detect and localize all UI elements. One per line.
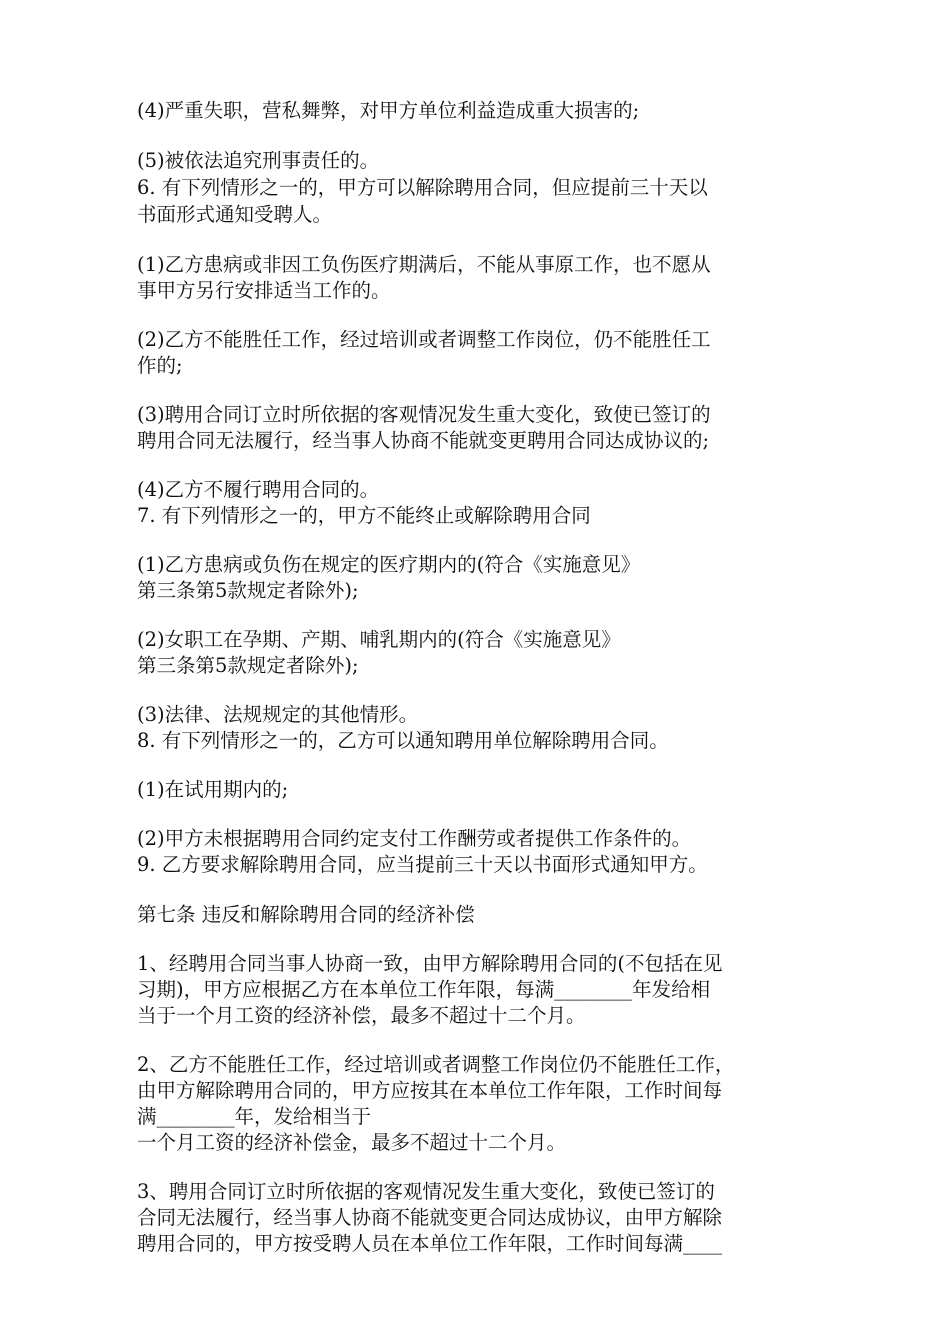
text-line: 7. 有下列情形之一的，甲方不能终止或解除聘用合同 [137,504,591,527]
text-line: (4)严重失职，营私舞弊，对甲方单位利益造成重大损害的; [137,99,640,122]
text-line: 2、乙方不能胜任工作，经过培训或者调整工作岗位仍不能胜任工作， [137,1053,735,1076]
text-line: (5)被依法追究刑事责任的。 [137,149,380,172]
text-line: (3)法律、法规规定的其他情形。 [137,703,419,726]
text-line: (2)女职工在孕期、产期、哺乳期内的(符合《实施意见》 [137,628,621,651]
text-line: 一个月工资的经济补偿金，最多不超过十二个月。 [137,1131,567,1154]
text-line: 聘用合同的，甲方按受聘人员在本单位工作年限，工作时间每满____ [137,1232,723,1255]
text-line: 合同无法履行，经当事人协商不能就变更合同达成协议，由甲方解除 [137,1206,723,1229]
text-line: (1)乙方患病或非因工负伤医疗期满后，不能从事原工作，也不愿从 [137,253,711,276]
text-line: 由甲方解除聘用合同的，甲方应按其在本单位工作年限，工作时间每 [137,1079,723,1102]
section-heading: 第七条 违反和解除聘用合同的经济补偿 [137,903,475,926]
text-line: (2)甲方未根据聘用合同约定支付工作酬劳或者提供工作条件的。 [137,827,692,850]
text-line: 8. 有下列情形之一的，乙方可以通知聘用单位解除聘用合同。 [137,729,669,752]
text-line: 1、经聘用合同当事人协商一致，由甲方解除聘用合同的(不包括在见 [137,952,723,975]
text-line: 第三条第5款规定者除外); [137,579,359,602]
text-line: 当于一个月工资的经济补偿，最多不超过十二个月。 [137,1004,586,1027]
text-line: (3)聘用合同订立时所依据的客观情况发生重大变化，致使已签订的 [137,403,711,426]
text-line: 第三条第5款规定者除外); [137,654,359,677]
text-line: (2)乙方不能胜任工作，经过培训或者调整工作岗位，仍不能胜任工 [137,328,711,351]
text-line: 作的; [137,354,183,377]
text-line: (1)乙方患病或负伤在规定的医疗期内的(符合《实施意见》 [137,553,641,576]
text-line: 满________年，发给相当于 [137,1105,372,1128]
text-line: 聘用合同无法履行，经当事人协商不能就变更聘用合同达成协议的; [137,429,710,452]
text-line: 9. 乙方要求解除聘用合同，应当提前三十天以书面形式通知甲方。 [137,853,708,876]
text-line: 事甲方另行安排适当工作的。 [137,279,391,302]
text-line: 6. 有下列情形之一的，甲方可以解除聘用合同，但应提前三十天以 [137,176,708,199]
text-line: 3、聘用合同订立时所依据的客观情况发生重大变化，致使已签订的 [137,1180,715,1203]
text-line: (1)在试用期内的; [137,778,289,801]
text-line: (4)乙方不履行聘用合同的。 [137,478,380,501]
text-line: 习期)，甲方应根据乙方在本单位工作年限，每满________年发给相 [137,978,711,1001]
text-line: 书面形式通知受聘人。 [137,203,333,226]
